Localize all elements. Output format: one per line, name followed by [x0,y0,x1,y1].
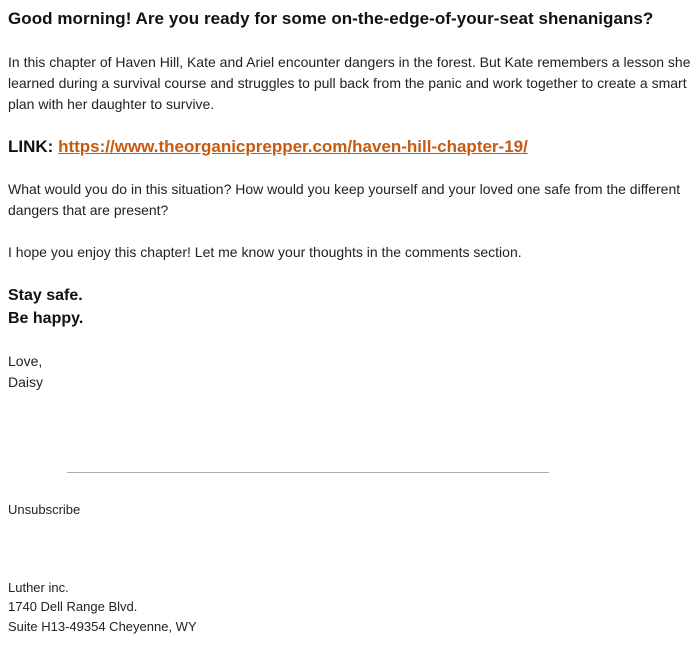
address-line-1: 1740 Dell Range Blvd. [8,599,138,614]
chapter-link[interactable]: https://www.theorganicprepper.com/haven-hill-chapter-19/ [58,137,528,156]
email-headline: Good morning! Are you ready for some on-the-edge-of-your-seat shenanigans? [8,9,654,28]
signoff: Love, [8,353,43,369]
signature: Daisy [8,374,44,390]
question-paragraph: What would you do in this situation? How would you keep yourself and your loved one safe from the different dangers that are present? [8,181,681,218]
link-label: LINK: [8,137,54,156]
stay-safe-line: Stay safe. [8,287,83,304]
intro-paragraph: In this chapter of Haven Hill, Kate and Ariel encounter dangers in the forest. But Kate remembers a lesson she learned during a survival course and struggles to pull back from the panic and work together to create a smart plan with her daughter to survive. [8,54,691,112]
address-line-2: Suite H13-49354 Cheyenne, WY [8,619,197,634]
unsubscribe-link[interactable]: Unsubscribe [8,502,81,517]
closing-note-paragraph: I hope you enjoy this chapter! Let me know your thoughts in the comments section. [8,244,522,260]
company-name: Luther inc. [8,580,69,595]
chapter-link-row [8,137,528,157]
be-happy-line: Be happy. [8,310,84,327]
footer-divider [67,472,549,473]
